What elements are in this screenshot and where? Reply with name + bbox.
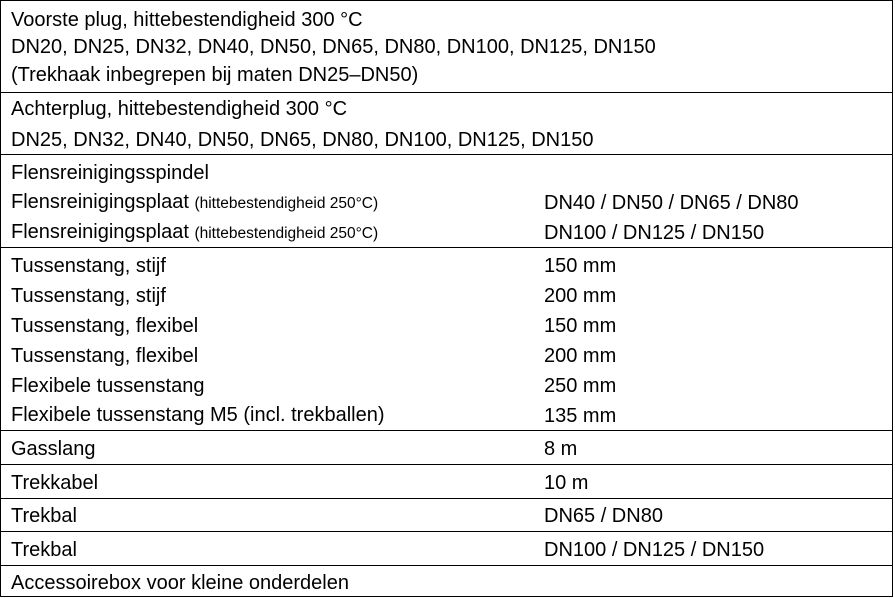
front-plug-sizes: DN20, DN25, DN32, DN40, DN50, DN65, DN80, DN100, DN125, DN150 (11, 36, 656, 58)
rod-label: Tussenstang, flexibel (11, 315, 199, 337)
section-front-plug (1, 1, 892, 93)
rod-value: 135 mm (544, 405, 617, 427)
pull-ball-label: Trekbal (11, 505, 77, 527)
section-flange (1, 155, 892, 248)
front-plug-title: Voorste plug, hittebestendigheid 300 °C (11, 9, 363, 31)
rear-plug-title: Achterplug, hittebestendigheid 300 °C (11, 98, 348, 120)
section-gas-hose (1, 431, 892, 465)
section-accessory-box (1, 566, 892, 597)
rod-label: Flexibele tussenstang M5 (incl. trekballen) (11, 404, 385, 426)
flange-plate-note: (hittebestendigheid 250°C) (194, 225, 379, 242)
pull-cable-value: 10 m (544, 472, 589, 494)
flange-spindle: Flensreinigingsspindel (11, 162, 209, 184)
rod-value: 200 mm (544, 345, 617, 367)
front-plug-note: (Trekhaak inbegrepen bij maten DN25–DN50) (11, 64, 419, 86)
pull-cable-label: Trekkabel (11, 472, 99, 494)
flange-plate-value: DN100 / DN125 / DN150 (544, 222, 765, 244)
gas-hose-label: Gasslang (11, 438, 96, 460)
section-rear-plug (1, 93, 892, 155)
flange-plate-name: Flensreinigingsplaat (11, 191, 189, 213)
rod-value: 200 mm (544, 285, 617, 307)
rod-label: Tussenstang, stijf (11, 285, 166, 307)
accessory-box-label: Accessoirebox voor kleine onderdelen (11, 572, 349, 594)
rod-label: Tussenstang, flexibel (11, 345, 199, 367)
rod-value: 150 mm (544, 255, 617, 277)
pull-ball-value: DN65 / DN80 (544, 505, 663, 527)
rear-plug-sizes: DN25, DN32, DN40, DN50, DN65, DN80, DN100, DN125, DN150 (11, 129, 594, 151)
flange-plate-note: (hittebestendigheid 250°C) (194, 195, 379, 212)
flange-plate-label (11, 221, 378, 245)
flange-plate-value: DN40 / DN50 / DN65 / DN80 (544, 192, 799, 214)
pull-ball-label: Trekbal (11, 539, 77, 561)
rod-label: Tussenstang, stijf (11, 255, 166, 277)
flange-plate-name: Flensreinigingsplaat (11, 221, 189, 243)
section-pull-cable (1, 465, 892, 499)
section-pull-ball (1, 499, 892, 532)
flange-plate-label (11, 191, 378, 215)
section-rods (1, 248, 892, 431)
rod-label: Flexibele tussenstang (11, 375, 205, 397)
rod-value: 250 mm (544, 375, 617, 397)
section-pull-ball (1, 532, 892, 566)
rod-value: 150 mm (544, 315, 617, 337)
gas-hose-value: 8 m (544, 438, 578, 460)
pull-ball-value: DN100 / DN125 / DN150 (544, 539, 765, 561)
